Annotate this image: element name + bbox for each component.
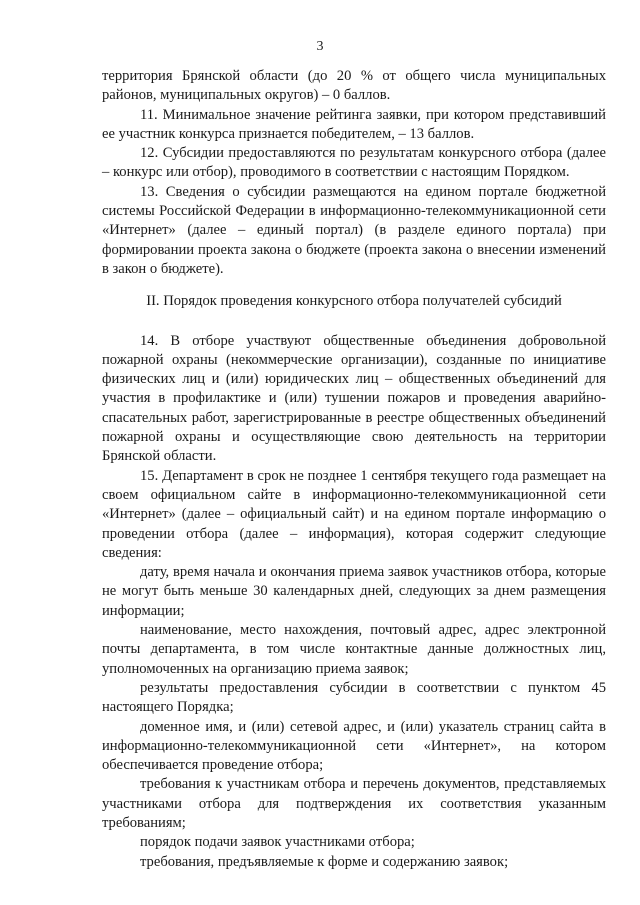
- list-item-requirements: требования к участникам отбора и перечень документов, представляемых участниками отбора для подтверждения их соответствия указанным требованиям;: [102, 776, 606, 831]
- document-body: [102, 67, 606, 872]
- paragraph-item-11: 11. Минимальное значение рейтинга заявки, при котором представивший ее участник конкурса признается победителем, – 13 баллов.: [102, 106, 606, 142]
- page-number: 3: [316, 39, 324, 54]
- paragraph-continuation: территория Брянской области (до 20 % от общего числа муниципальных районов, муниципальных округов) – 0 баллов.: [102, 68, 606, 104]
- paragraph-item-15: 15. Департамент в срок не позднее 1 сентября текущего года размещает на своем официальном сайте в информационно-телекоммуникационной сети «Интернет» (далее – официальный сайт) и на едином портале информацию о проведении отбора (далее – информация), которая содержит следующие сведения:: [102, 467, 606, 561]
- list-item-form-requirements: требования, предъявляемые к форме и содержанию заявок;: [140, 853, 509, 870]
- list-item-results: результаты предоставления субсидии в соответствии с пунктом 45 настоящего Порядка;: [102, 679, 606, 716]
- list-item-dates: дату, время начала и окончания приема заявок участников отбора, которые не могут быть меньше 30 календарных дней, следующих за днем размещения информации;: [102, 564, 606, 619]
- list-item-submission-order: порядок подачи заявок участниками отбора;: [140, 834, 415, 851]
- section-heading: II. Порядок проведения конкурсного отбора получателей субсидий: [146, 293, 562, 310]
- paragraph-item-14: 14. В отборе участвуют общественные объединения добровольной пожарной охраны (некоммерческие организации), созданные по инициативе физических лиц и (или) юридических лиц – общественных объединений для участия в профилактике и (или) тушении пожаров и проведения аварийно-спасательных работ, зарегистрированные в реестре общественных объединений пожарной охраны и осуществляющие свою деятельность на территории Брянской области.: [102, 332, 606, 465]
- paragraph-item-13: 13. Сведения о субсидии размещаются на едином портале бюджетной системы Российской Федерации в информационно-телекоммуникационной сети «Интернет» (далее – единый портал) (в разделе единого портала) при формировании проекта закона о бюджете (проекта закона о внесении изменений в закон о бюджете).: [102, 183, 606, 277]
- list-item-contacts: наименование, место нахождения, почтовый адрес, адрес электронной почты департамента, в том числе контактные данные должностных лиц, уполномоченных на организацию приема заявок;: [102, 622, 606, 677]
- paragraph-item-12: 12. Субсидии предоставляются по результатам конкурсного отбора (далее – конкурс или отбор), проводимого в соответствии с настоящим Порядком.: [102, 145, 606, 181]
- list-item-domain: доменное имя, и (или) сетевой адрес, и (или) указатель страниц сайта в информационно-телекоммуникационной сети «Интернет», на котором обеспечивается проведение отбора;: [102, 718, 606, 774]
